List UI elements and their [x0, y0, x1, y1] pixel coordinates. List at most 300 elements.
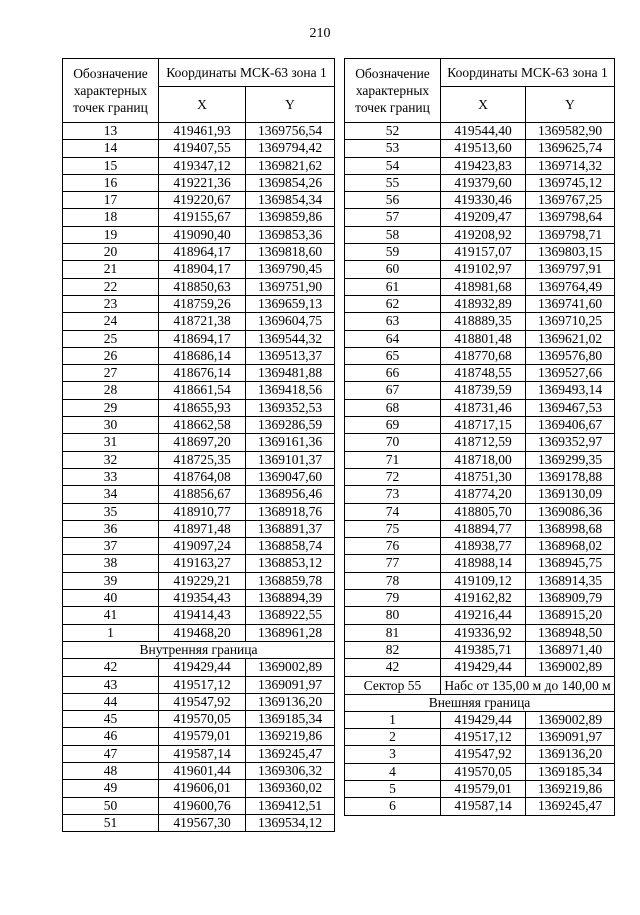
- y-coordinate-cell: 1369621,02: [526, 330, 615, 347]
- x-coordinate-cell: 418904,17: [159, 261, 246, 278]
- point-number-cell: 40: [63, 590, 159, 607]
- x-coordinate-cell: 419517,12: [441, 729, 526, 746]
- table-row: [345, 365, 615, 382]
- x-coordinate-cell: 418731,46: [441, 399, 526, 416]
- table-row: [63, 762, 335, 779]
- x-coordinate-cell: 418725,35: [159, 451, 246, 468]
- point-number-cell: 28: [63, 382, 159, 399]
- x-coordinate-cell: 419570,05: [441, 763, 526, 780]
- sector-name: Сектор 55: [345, 676, 441, 694]
- table-row: [345, 520, 615, 537]
- table-row: [63, 192, 335, 209]
- x-coordinate-cell: 418662,58: [159, 417, 246, 434]
- point-number-cell: 76: [345, 538, 441, 555]
- y-coordinate-cell: 1369576,80: [526, 347, 615, 364]
- x-coordinate-cell: 419579,01: [441, 780, 526, 797]
- x-coordinate-cell: 419544,40: [441, 123, 526, 140]
- point-number-cell: 64: [345, 330, 441, 347]
- point-number-cell: 81: [345, 624, 441, 641]
- y-coordinate-cell: 1369803,15: [526, 244, 615, 261]
- x-coordinate-cell: 418759,26: [159, 295, 246, 312]
- y-coordinate-cell: 1368945,75: [526, 555, 615, 572]
- table-row: [63, 157, 335, 174]
- x-coordinate-cell: 419216,44: [441, 607, 526, 624]
- table-row: [63, 451, 335, 468]
- point-number-cell: 29: [63, 399, 159, 416]
- header-x-label: X: [159, 86, 246, 122]
- y-coordinate-cell: 1369710,25: [526, 313, 615, 330]
- x-coordinate-cell: 419468,20: [159, 624, 246, 641]
- coordinates-table-left: [62, 58, 335, 832]
- x-coordinate-cell: 419163,27: [159, 555, 246, 572]
- point-number-cell: 37: [63, 538, 159, 555]
- y-coordinate-cell: 1369185,34: [246, 711, 335, 728]
- point-number-cell: 72: [345, 468, 441, 485]
- y-coordinate-cell: 1369245,47: [526, 798, 615, 815]
- x-coordinate-cell: 418964,17: [159, 244, 246, 261]
- x-coordinate-cell: 419379,60: [441, 174, 526, 191]
- point-number-cell: 65: [345, 347, 441, 364]
- table-row: [345, 278, 615, 295]
- x-coordinate-cell: 418748,55: [441, 365, 526, 382]
- x-coordinate-cell: 418676,14: [159, 365, 246, 382]
- table-row: [63, 572, 335, 589]
- y-coordinate-cell: 1368948,50: [526, 624, 615, 641]
- table-row: [63, 244, 335, 261]
- point-number-cell: 42: [63, 659, 159, 676]
- point-number-cell: 1: [63, 624, 159, 641]
- table-row: [63, 607, 335, 624]
- table-row: [63, 780, 335, 797]
- x-coordinate-cell: 419513,60: [441, 140, 526, 157]
- y-coordinate-cell: 1369764,49: [526, 278, 615, 295]
- table-row: [345, 572, 615, 589]
- table-row: [345, 746, 615, 763]
- table-row: [63, 555, 335, 572]
- point-number-cell: 82: [345, 641, 441, 658]
- y-coordinate-cell: 1369625,74: [526, 140, 615, 157]
- x-coordinate-cell: 419336,92: [441, 624, 526, 641]
- table-row: [63, 745, 335, 762]
- section-row: [345, 694, 615, 711]
- y-coordinate-cell: 1369756,54: [246, 123, 335, 140]
- point-number-cell: 30: [63, 417, 159, 434]
- x-coordinate-cell: 418805,70: [441, 503, 526, 520]
- table-row: [345, 399, 615, 416]
- y-coordinate-cell: 1369161,36: [246, 434, 335, 451]
- y-coordinate-cell: 1369352,53: [246, 399, 335, 416]
- table-row: [345, 590, 615, 607]
- x-coordinate-cell: 418850,63: [159, 278, 246, 295]
- x-coordinate-cell: 419461,93: [159, 123, 246, 140]
- x-coordinate-cell: 419601,44: [159, 762, 246, 779]
- y-coordinate-cell: 1369219,86: [526, 780, 615, 797]
- y-coordinate-cell: 1369798,71: [526, 226, 615, 243]
- table-row: [63, 295, 335, 312]
- x-coordinate-cell: 419606,01: [159, 780, 246, 797]
- table-row: [63, 261, 335, 278]
- point-number-cell: 79: [345, 590, 441, 607]
- y-coordinate-cell: 1369286,59: [246, 417, 335, 434]
- table-row: [345, 295, 615, 312]
- x-coordinate-cell: 419547,92: [441, 746, 526, 763]
- x-coordinate-cell: 419102,97: [441, 261, 526, 278]
- table-row: [63, 330, 335, 347]
- point-number-cell: 53: [345, 140, 441, 157]
- point-number-cell: 49: [63, 780, 159, 797]
- table-row: [63, 797, 335, 814]
- y-coordinate-cell: 1368922,55: [246, 607, 335, 624]
- y-coordinate-cell: 1369745,12: [526, 174, 615, 191]
- table-row: [345, 330, 615, 347]
- table-row: [63, 174, 335, 191]
- section-title: Внутренняя граница: [63, 641, 335, 658]
- table-row: [345, 382, 615, 399]
- x-coordinate-cell: 418889,35: [441, 313, 526, 330]
- y-coordinate-cell: 1368894,39: [246, 590, 335, 607]
- table-row: [345, 624, 615, 641]
- point-number-cell: 27: [63, 365, 159, 382]
- x-coordinate-cell: 419209,47: [441, 209, 526, 226]
- x-coordinate-cell: 419429,44: [159, 659, 246, 676]
- y-coordinate-cell: 1369798,64: [526, 209, 615, 226]
- y-coordinate-cell: 1369360,02: [246, 780, 335, 797]
- point-number-cell: 70: [345, 434, 441, 451]
- table-row: [345, 192, 615, 209]
- point-number-cell: 75: [345, 520, 441, 537]
- y-coordinate-cell: 1369582,90: [526, 123, 615, 140]
- point-number-cell: 23: [63, 295, 159, 312]
- y-coordinate-cell: 1369767,25: [526, 192, 615, 209]
- x-coordinate-cell: 419162,82: [441, 590, 526, 607]
- x-coordinate-cell: 419221,36: [159, 174, 246, 191]
- point-number-cell: 16: [63, 174, 159, 191]
- point-number-cell: 2: [345, 729, 441, 746]
- table-row: [63, 693, 335, 710]
- x-coordinate-cell: 419330,46: [441, 192, 526, 209]
- point-number-cell: 56: [345, 192, 441, 209]
- table-row: [63, 503, 335, 520]
- header-coord-label: Координаты МСК-63 зона 1: [441, 59, 615, 87]
- point-number-cell: 73: [345, 486, 441, 503]
- table-row: [63, 417, 335, 434]
- x-coordinate-cell: 419587,14: [441, 798, 526, 815]
- point-number-cell: 66: [345, 365, 441, 382]
- point-number-cell: 46: [63, 728, 159, 745]
- point-number-cell: 35: [63, 503, 159, 520]
- sector-height-note: Набс от 135,00 м до 140,00 м: [441, 676, 615, 694]
- table-row: [345, 780, 615, 797]
- point-number-cell: 74: [345, 503, 441, 520]
- y-coordinate-cell: 1369818,60: [246, 244, 335, 261]
- table-row: [345, 244, 615, 261]
- point-number-cell: 54: [345, 157, 441, 174]
- x-coordinate-cell: 418910,77: [159, 503, 246, 520]
- point-number-cell: 63: [345, 313, 441, 330]
- table-row: [63, 434, 335, 451]
- x-coordinate-cell: 418894,77: [441, 520, 526, 537]
- y-coordinate-cell: 1369467,53: [526, 399, 615, 416]
- y-coordinate-cell: 1368914,35: [526, 572, 615, 589]
- x-coordinate-cell: 419570,05: [159, 711, 246, 728]
- point-number-cell: 1: [345, 711, 441, 728]
- table-row: [63, 347, 335, 364]
- x-coordinate-cell: 418751,30: [441, 468, 526, 485]
- section-title: Внешняя граница: [345, 694, 615, 711]
- x-coordinate-cell: 419385,71: [441, 641, 526, 658]
- x-coordinate-cell: 418770,68: [441, 347, 526, 364]
- x-coordinate-cell: 418801,48: [441, 330, 526, 347]
- x-coordinate-cell: 419157,07: [441, 244, 526, 261]
- section-row: [63, 641, 335, 658]
- x-coordinate-cell: 418764,08: [159, 468, 246, 485]
- x-coordinate-cell: 418686,14: [159, 347, 246, 364]
- point-number-cell: 57: [345, 209, 441, 226]
- x-coordinate-cell: 419097,24: [159, 538, 246, 555]
- table-row: [63, 538, 335, 555]
- point-number-cell: 17: [63, 192, 159, 209]
- point-number-cell: 3: [345, 746, 441, 763]
- point-number-cell: 36: [63, 520, 159, 537]
- y-coordinate-cell: 1369790,45: [246, 261, 335, 278]
- point-number-cell: 58: [345, 226, 441, 243]
- point-number-cell: 21: [63, 261, 159, 278]
- point-number-cell: 77: [345, 555, 441, 572]
- point-number-cell: 22: [63, 278, 159, 295]
- table-row: [345, 468, 615, 485]
- table-row: [345, 313, 615, 330]
- y-coordinate-cell: 1369136,20: [526, 746, 615, 763]
- point-number-cell: 26: [63, 347, 159, 364]
- point-number-cell: 44: [63, 693, 159, 710]
- x-coordinate-cell: 418938,77: [441, 538, 526, 555]
- y-coordinate-cell: 1369002,89: [526, 711, 615, 728]
- y-coordinate-cell: 1368915,20: [526, 607, 615, 624]
- y-coordinate-cell: 1369821,62: [246, 157, 335, 174]
- y-coordinate-cell: 1369130,09: [526, 486, 615, 503]
- y-coordinate-cell: 1369797,91: [526, 261, 615, 278]
- y-coordinate-cell: 1368918,76: [246, 503, 335, 520]
- sector-row: [345, 676, 615, 694]
- x-coordinate-cell: 418718,00: [441, 451, 526, 468]
- table-row: [345, 641, 615, 658]
- x-coordinate-cell: 418739,59: [441, 382, 526, 399]
- table-row: [63, 468, 335, 485]
- y-coordinate-cell: 1369185,34: [526, 763, 615, 780]
- y-coordinate-cell: 1369352,97: [526, 434, 615, 451]
- x-coordinate-cell: 419109,12: [441, 572, 526, 589]
- x-coordinate-cell: 418774,20: [441, 486, 526, 503]
- point-number-cell: 61: [345, 278, 441, 295]
- y-coordinate-cell: 1369091,97: [246, 676, 335, 693]
- x-coordinate-cell: 419517,12: [159, 676, 246, 693]
- point-number-cell: 38: [63, 555, 159, 572]
- x-coordinate-cell: 419579,01: [159, 728, 246, 745]
- point-number-cell: 42: [345, 659, 441, 676]
- table-row: [63, 123, 335, 140]
- y-coordinate-cell: 1368858,74: [246, 538, 335, 555]
- x-coordinate-cell: 419567,30: [159, 814, 246, 831]
- y-coordinate-cell: 1369002,89: [246, 659, 335, 676]
- x-coordinate-cell: 418988,14: [441, 555, 526, 572]
- point-number-cell: 62: [345, 295, 441, 312]
- point-number-cell: 20: [63, 244, 159, 261]
- x-coordinate-cell: 418981,68: [441, 278, 526, 295]
- y-coordinate-cell: 1369136,20: [246, 693, 335, 710]
- y-coordinate-cell: 1369751,90: [246, 278, 335, 295]
- x-coordinate-cell: 419587,14: [159, 745, 246, 762]
- point-number-cell: 25: [63, 330, 159, 347]
- y-coordinate-cell: 1369604,75: [246, 313, 335, 330]
- table-row: [345, 123, 615, 140]
- x-coordinate-cell: 418694,17: [159, 330, 246, 347]
- y-coordinate-cell: 1369091,97: [526, 729, 615, 746]
- y-coordinate-cell: 1369412,51: [246, 797, 335, 814]
- y-coordinate-cell: 1369854,26: [246, 174, 335, 191]
- point-number-cell: 31: [63, 434, 159, 451]
- y-coordinate-cell: 1369101,37: [246, 451, 335, 468]
- page-number: 210: [309, 26, 331, 41]
- point-number-cell: 32: [63, 451, 159, 468]
- y-coordinate-cell: 1369527,66: [526, 365, 615, 382]
- y-coordinate-cell: 1369493,14: [526, 382, 615, 399]
- x-coordinate-cell: 419429,44: [441, 711, 526, 728]
- point-number-cell: 13: [63, 123, 159, 140]
- header-y-label: Y: [246, 86, 335, 122]
- table-row: [345, 711, 615, 728]
- x-coordinate-cell: 418661,54: [159, 382, 246, 399]
- y-coordinate-cell: 1369714,32: [526, 157, 615, 174]
- point-number-cell: 68: [345, 399, 441, 416]
- y-coordinate-cell: 1369794,42: [246, 140, 335, 157]
- table-row: [63, 140, 335, 157]
- y-coordinate-cell: 1369534,12: [246, 814, 335, 831]
- table-row: [345, 140, 615, 157]
- y-coordinate-cell: 1368891,37: [246, 520, 335, 537]
- x-coordinate-cell: 419407,55: [159, 140, 246, 157]
- table-row: [63, 313, 335, 330]
- point-number-cell: 51: [63, 814, 159, 831]
- point-number-cell: 59: [345, 244, 441, 261]
- table-row: [63, 659, 335, 676]
- point-number-cell: 69: [345, 417, 441, 434]
- table-row: [63, 209, 335, 226]
- table-row: [345, 659, 615, 676]
- table-row: [63, 728, 335, 745]
- x-coordinate-cell: 419347,12: [159, 157, 246, 174]
- y-coordinate-cell: 1369306,32: [246, 762, 335, 779]
- table-row: [345, 798, 615, 815]
- table-row: [345, 555, 615, 572]
- y-coordinate-cell: 1368909,79: [526, 590, 615, 607]
- point-number-cell: 15: [63, 157, 159, 174]
- point-number-cell: 50: [63, 797, 159, 814]
- x-coordinate-cell: 418856,67: [159, 486, 246, 503]
- table-row: [63, 226, 335, 243]
- x-coordinate-cell: 419208,92: [441, 226, 526, 243]
- coordinates-table-right: [344, 58, 615, 816]
- y-coordinate-cell: 1368956,46: [246, 486, 335, 503]
- x-coordinate-cell: 419220,67: [159, 192, 246, 209]
- x-coordinate-cell: 418712,59: [441, 434, 526, 451]
- point-number-cell: 71: [345, 451, 441, 468]
- point-number-cell: 45: [63, 711, 159, 728]
- table-row: [63, 365, 335, 382]
- x-coordinate-cell: 419423,83: [441, 157, 526, 174]
- table-row: [63, 711, 335, 728]
- table-row: [345, 451, 615, 468]
- y-coordinate-cell: 1369245,47: [246, 745, 335, 762]
- x-coordinate-cell: 419354,43: [159, 590, 246, 607]
- table-row: [345, 486, 615, 503]
- y-coordinate-cell: 1369859,86: [246, 209, 335, 226]
- y-coordinate-cell: 1369853,36: [246, 226, 335, 243]
- table-row: [345, 261, 615, 278]
- y-coordinate-cell: 1369481,88: [246, 365, 335, 382]
- table-row: [63, 590, 335, 607]
- point-number-cell: 41: [63, 607, 159, 624]
- x-coordinate-cell: 419414,43: [159, 607, 246, 624]
- x-coordinate-cell: 419429,44: [441, 659, 526, 676]
- y-coordinate-cell: 1369406,67: [526, 417, 615, 434]
- y-coordinate-cell: 1369513,37: [246, 347, 335, 364]
- point-number-cell: 55: [345, 174, 441, 191]
- y-coordinate-cell: 1369854,34: [246, 192, 335, 209]
- header-y-label: Y: [526, 86, 615, 122]
- point-number-cell: 78: [345, 572, 441, 589]
- x-coordinate-cell: 419090,40: [159, 226, 246, 243]
- table-row: [63, 814, 335, 831]
- table-row: [345, 209, 615, 226]
- y-coordinate-cell: 1368998,68: [526, 520, 615, 537]
- y-coordinate-cell: 1368859,78: [246, 572, 335, 589]
- y-coordinate-cell: 1369544,32: [246, 330, 335, 347]
- y-coordinate-cell: 1368853,12: [246, 555, 335, 572]
- point-number-cell: 18: [63, 209, 159, 226]
- x-coordinate-cell: 418655,93: [159, 399, 246, 416]
- x-coordinate-cell: 418721,38: [159, 313, 246, 330]
- table-row: [63, 486, 335, 503]
- x-coordinate-cell: 418697,20: [159, 434, 246, 451]
- point-number-cell: 34: [63, 486, 159, 503]
- point-number-cell: 24: [63, 313, 159, 330]
- table-row: [63, 278, 335, 295]
- point-number-cell: 39: [63, 572, 159, 589]
- y-coordinate-cell: 1368968,02: [526, 538, 615, 555]
- header-point-label: Обозначение характерных точек границ: [345, 59, 441, 123]
- point-number-cell: 80: [345, 607, 441, 624]
- table-row: [345, 157, 615, 174]
- table-row: [345, 729, 615, 746]
- x-coordinate-cell: 418971,48: [159, 520, 246, 537]
- point-number-cell: 60: [345, 261, 441, 278]
- table-row: [63, 382, 335, 399]
- y-coordinate-cell: 1368961,28: [246, 624, 335, 641]
- table-row: [63, 399, 335, 416]
- y-coordinate-cell: 1369299,35: [526, 451, 615, 468]
- table-row: [345, 538, 615, 555]
- point-number-cell: 5: [345, 780, 441, 797]
- point-number-cell: 19: [63, 226, 159, 243]
- table-row: [345, 174, 615, 191]
- x-coordinate-cell: 418717,15: [441, 417, 526, 434]
- y-coordinate-cell: 1369002,89: [526, 659, 615, 676]
- table-row: [345, 607, 615, 624]
- y-coordinate-cell: 1369047,60: [246, 468, 335, 485]
- point-number-cell: 4: [345, 763, 441, 780]
- point-number-cell: 67: [345, 382, 441, 399]
- table-row: [345, 434, 615, 451]
